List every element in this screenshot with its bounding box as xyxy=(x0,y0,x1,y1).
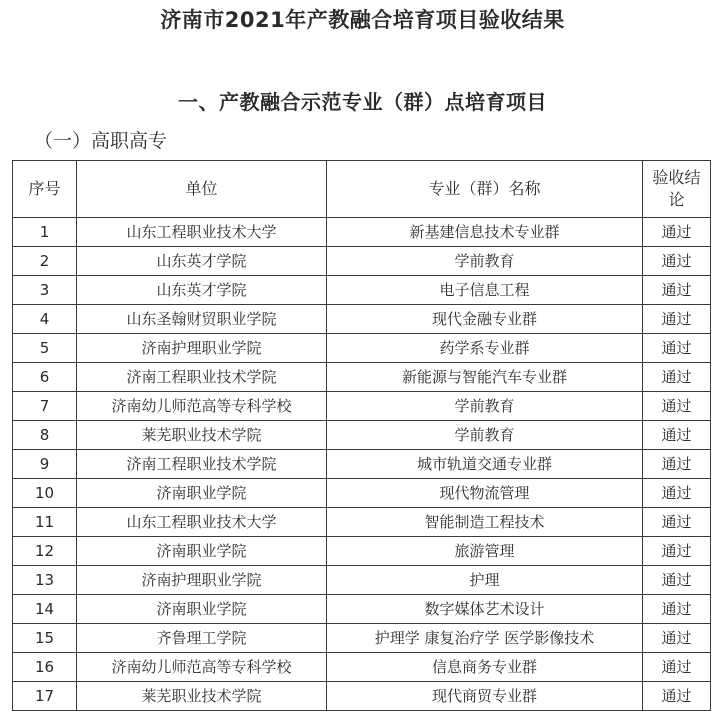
cell-no: 10 xyxy=(13,479,77,508)
cell-no: 5 xyxy=(13,334,77,363)
table-row xyxy=(13,363,711,392)
table-row xyxy=(13,392,711,421)
table-row xyxy=(13,682,711,711)
cell-no: 13 xyxy=(13,566,77,595)
cell-result: 通过 xyxy=(643,334,711,363)
cell-no: 2 xyxy=(13,247,77,276)
cell-result: 通过 xyxy=(643,653,711,682)
table-body xyxy=(13,218,711,711)
table-header-row xyxy=(13,161,711,218)
cell-no: 4 xyxy=(13,305,77,334)
cell-unit: 济南职业学院 xyxy=(77,479,327,508)
cell-result: 通过 xyxy=(643,566,711,595)
cell-no: 7 xyxy=(13,392,77,421)
cell-major: 现代物流管理 xyxy=(327,479,643,508)
cell-result: 通过 xyxy=(643,508,711,537)
cell-unit: 济南幼儿师范高等专科学校 xyxy=(77,392,327,421)
cell-result: 通过 xyxy=(643,363,711,392)
results-table xyxy=(12,160,711,711)
cell-no: 1 xyxy=(13,218,77,247)
cell-result: 通过 xyxy=(643,682,711,711)
cell-major: 城市轨道交通专业群 xyxy=(327,450,643,479)
cell-major: 学前教育 xyxy=(327,247,643,276)
cell-no: 6 xyxy=(13,363,77,392)
cell-no: 17 xyxy=(13,682,77,711)
header-result: 验收结论 xyxy=(643,161,711,218)
header-no: 序号 xyxy=(13,161,77,218)
table-row xyxy=(13,421,711,450)
cell-unit: 齐鲁理工学院 xyxy=(77,624,327,653)
cell-major: 电子信息工程 xyxy=(327,276,643,305)
cell-major: 旅游管理 xyxy=(327,537,643,566)
cell-result: 通过 xyxy=(643,595,711,624)
section-title: 一、产教融合示范专业（群）点培育项目 xyxy=(178,90,547,114)
table-header xyxy=(13,161,711,218)
table-row xyxy=(13,305,711,334)
subsection-title: （一）高职高专 xyxy=(34,130,168,152)
cell-result: 通过 xyxy=(643,392,711,421)
cell-result: 通过 xyxy=(643,218,711,247)
table-row xyxy=(13,334,711,363)
cell-unit: 山东英才学院 xyxy=(77,276,327,305)
cell-unit: 济南职业学院 xyxy=(77,595,327,624)
document-title: 济南市2021年产教融合培育项目验收结果 xyxy=(160,8,565,32)
cell-unit: 山东英才学院 xyxy=(77,247,327,276)
table-row xyxy=(13,508,711,537)
cell-unit: 济南职业学院 xyxy=(77,537,327,566)
cell-unit: 济南护理职业学院 xyxy=(77,334,327,363)
cell-major: 现代金融专业群 xyxy=(327,305,643,334)
cell-unit: 济南幼儿师范高等专科学校 xyxy=(77,653,327,682)
cell-no: 14 xyxy=(13,595,77,624)
cell-major: 数字媒体艺术设计 xyxy=(327,595,643,624)
header-major: 专业（群）名称 xyxy=(327,161,643,218)
cell-no: 11 xyxy=(13,508,77,537)
cell-result: 通过 xyxy=(643,624,711,653)
cell-major: 护理学 康复治疗学 医学影像技术 xyxy=(327,624,643,653)
cell-major: 学前教育 xyxy=(327,421,643,450)
cell-unit: 莱芜职业技术学院 xyxy=(77,682,327,711)
cell-no: 8 xyxy=(13,421,77,450)
table-row xyxy=(13,595,711,624)
cell-unit: 济南工程职业技术学院 xyxy=(77,363,327,392)
cell-major: 新基建信息技术专业群 xyxy=(327,218,643,247)
table-row xyxy=(13,566,711,595)
cell-no: 15 xyxy=(13,624,77,653)
cell-result: 通过 xyxy=(643,276,711,305)
cell-result: 通过 xyxy=(643,305,711,334)
table-row xyxy=(13,624,711,653)
cell-major: 学前教育 xyxy=(327,392,643,421)
table-row xyxy=(13,218,711,247)
cell-no: 3 xyxy=(13,276,77,305)
cell-no: 16 xyxy=(13,653,77,682)
table-row xyxy=(13,276,711,305)
header-unit: 单位 xyxy=(77,161,327,218)
cell-result: 通过 xyxy=(643,247,711,276)
cell-unit: 山东圣翰财贸职业学院 xyxy=(77,305,327,334)
cell-major: 新能源与智能汽车专业群 xyxy=(327,363,643,392)
cell-major: 护理 xyxy=(327,566,643,595)
cell-no: 12 xyxy=(13,537,77,566)
cell-no: 9 xyxy=(13,450,77,479)
cell-result: 通过 xyxy=(643,450,711,479)
table-row xyxy=(13,247,711,276)
cell-unit: 莱芜职业技术学院 xyxy=(77,421,327,450)
cell-unit: 山东工程职业技术大学 xyxy=(77,508,327,537)
cell-unit: 济南护理职业学院 xyxy=(77,566,327,595)
table-row xyxy=(13,450,711,479)
table-row xyxy=(13,479,711,508)
cell-result: 通过 xyxy=(643,537,711,566)
cell-unit: 山东工程职业技术大学 xyxy=(77,218,327,247)
cell-result: 通过 xyxy=(643,421,711,450)
cell-result: 通过 xyxy=(643,479,711,508)
table-row xyxy=(13,653,711,682)
cell-major: 智能制造工程技术 xyxy=(327,508,643,537)
cell-major: 信息商务专业群 xyxy=(327,653,643,682)
cell-major: 现代商贸专业群 xyxy=(327,682,643,711)
cell-unit: 济南工程职业技术学院 xyxy=(77,450,327,479)
cell-major: 药学系专业群 xyxy=(327,334,643,363)
table-row xyxy=(13,537,711,566)
